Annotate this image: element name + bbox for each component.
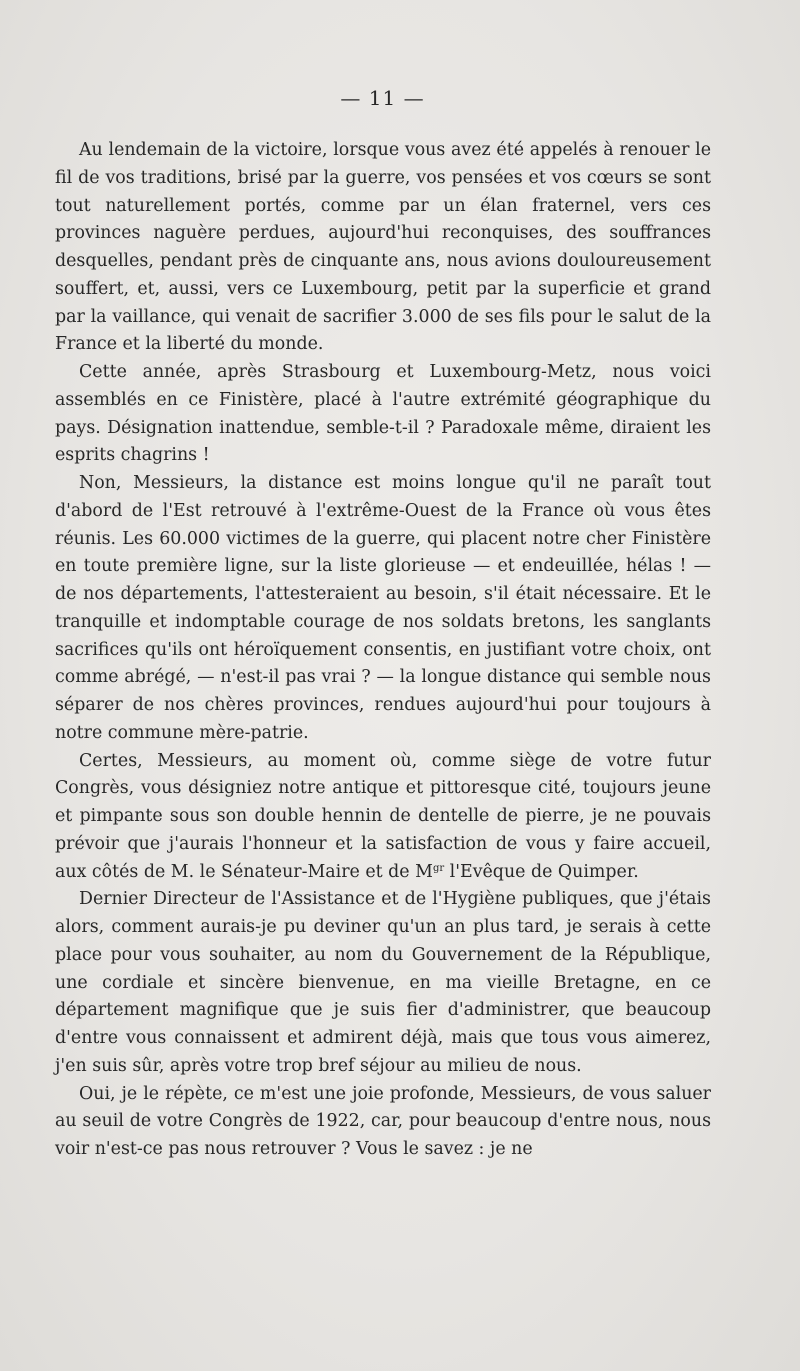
monseigneur-superscript: gr — [432, 862, 445, 874]
paragraph-4 — [55, 748, 711, 887]
page-number: — 11 — — [340, 86, 425, 110]
paragraph-6: Oui, je le répète, ce m'est une joie profonde, Messieurs, de vous saluer au seuil de votre Congrès de 1922, car, pour beaucoup d'entre nous, nous voir n'est-ce pas nous retrouver ? Vous le savez : je ne — [55, 1083, 711, 1159]
paragraph-1: Au lendemain de la victoire, lorsque vous avez été appelés à renouer le fil de vos traditions, brisé par la guerre, vos pensées et vos cœurs se sont tout naturellement portés, comme par un élan fraternel, vers ces provinces naguère perdues, aujourd'hui reconquises, des souffrances desquelles, pendant près de cinquante ans, nous avions douloureusement souffert, et, aussi, vers ce Luxembourg, petit par la superficie et grand par la vaillance, qui venait de sacrifier 3.000 de ses fils pour le salut de la France et la liberté du monde. — [55, 140, 711, 355]
paragraph-4-text-before: Certes, Messieurs, au moment où, comme siège de votre futur Congrès, vous désigniez notre antique et pittoresque cité, toujours jeune et pimpante sous son double hennin de dentelle de pierre, je ne pouvais prévoir que j'aurais l'honneur et la satisfaction de vous y faire accueil, aux côtés de M. le Sénateur-Maire et de M — [55, 750, 711, 882]
paragraph-2: Cette année, après Strasbourg et Luxembourg-Metz, nous voici assemblés en ce Finistère, placé à l'autre extrémité géographique du pays. Désignation inattendue, semble-t-il ? Paradoxale même, diraient les esprits chagrins ! — [55, 362, 711, 466]
paragraph-4-text-after: l'Evêque de Quimper. — [444, 861, 639, 882]
body-text — [55, 137, 711, 1164]
paragraph-5: Dernier Directeur de l'Assistance et de l'Hygiène publiques, que j'étais alors, comment aurais-je pu deviner qu'un an plus tard, je serais à cette place pour vous souhaiter, au nom du Gouvernement de la République, une cordiale et sincère bienvenue, en ma vieille Bretagne, en ce département magnifique que je suis fier d'administrer, que beaucoup d'entre vous connaissent et admirent déjà, mais que tous vous aimerez, j'en suis sûr, après votre trop bref séjour au milieu de nous. — [55, 889, 711, 1076]
paragraph-3: Non, Messieurs, la distance est moins longue qu'il ne paraît tout d'abord de l'Est retrouvé à l'extrême-Ouest de la France où vous êtes réunis. Les 60.000 victimes de la guerre, qui placent notre cher Finistère en toute première ligne, sur la liste glorieuse — et endeuillée, hélas ! — de nos départements, l'attesteraient au besoin, s'il était nécessaire. Et le tranquille et indomptable courage de nos soldats bretons, les sanglants sacrifices qu'ils ont héroïquement consentis, en justifiant votre choix, ont comme abrégé, — n'est-il pas vrai ? — la longue distance qui semble nous séparer de nos chères provinces, rendues aujourd'hui pour toujours à notre commune mère-patrie. — [55, 473, 711, 743]
